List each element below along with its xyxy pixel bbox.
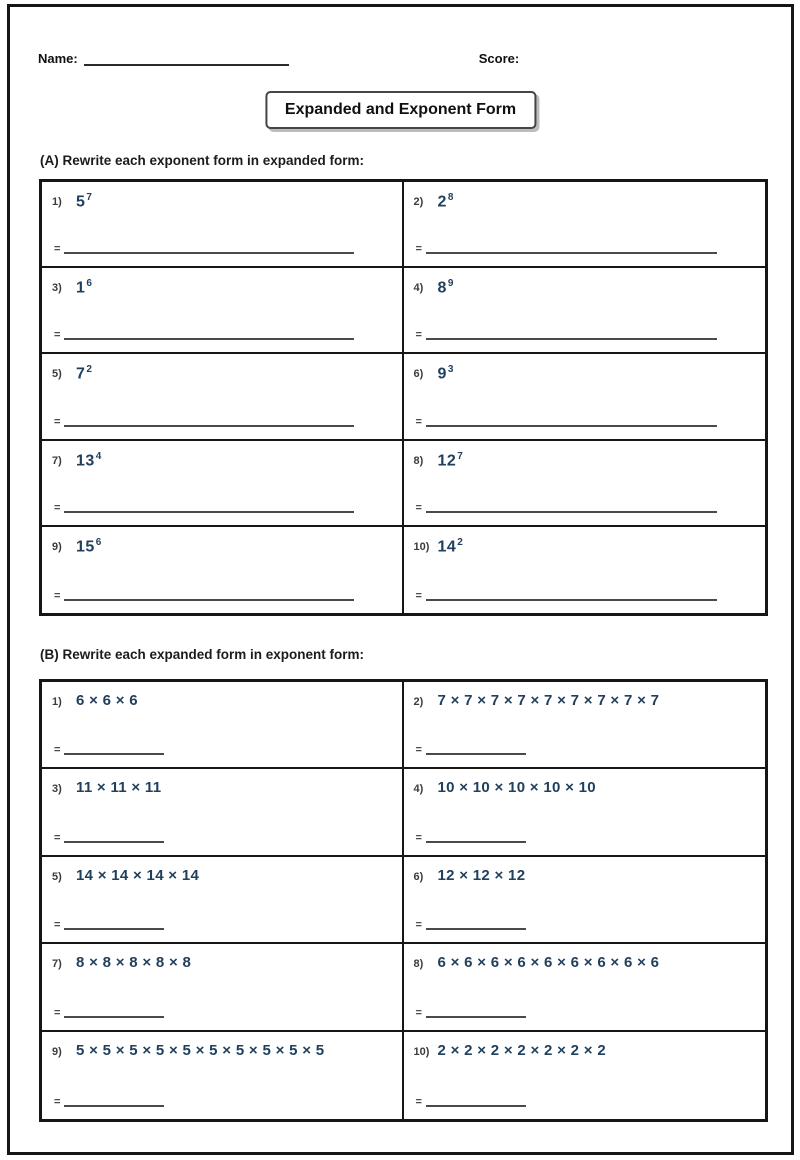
problem-cell-a2	[404, 182, 766, 268]
answer-blank[interactable]	[64, 920, 164, 930]
problem-number: 6)	[413, 870, 424, 883]
answer-blank[interactable]	[426, 417, 717, 427]
problem-expression: $2^8$	[437, 192, 454, 211]
answer-blank[interactable]	[426, 1008, 526, 1018]
answer-blank[interactable]	[64, 417, 353, 427]
worksheet-title: Expanded and Exponent Form	[265, 91, 536, 129]
equals-sign: =	[415, 329, 422, 342]
equals-sign: =	[54, 831, 61, 844]
section-b-heading: (B) Rewrite each expanded form in exponent form:	[40, 647, 365, 662]
problem-number: 10)	[413, 1045, 430, 1058]
problem-cell-a8	[404, 441, 766, 527]
exponent: 6	[95, 536, 102, 548]
answer-blank[interactable]	[64, 745, 164, 755]
problem-cell-b1	[42, 682, 404, 769]
answer-blank[interactable]	[64, 244, 353, 254]
problem-expression: 5 × 5 × 5 × 5 × 5 × 5 × 5 × 5 × 5 × 5	[76, 1041, 325, 1059]
equals-sign: =	[415, 1096, 422, 1108]
answer-blank[interactable]	[426, 1097, 526, 1107]
problem-number: 9)	[52, 540, 62, 553]
problem-expression: 14 × 14 × 14 × 14	[76, 866, 200, 884]
equals-sign: =	[415, 589, 422, 602]
problem-cell-a3	[42, 268, 404, 354]
equals-sign: =	[54, 501, 61, 514]
equals-sign: =	[54, 243, 61, 256]
exponent: 9	[447, 278, 454, 290]
name-blank-line[interactable]	[84, 52, 289, 66]
problem-number: 7)	[52, 958, 62, 971]
answer-blank[interactable]	[64, 591, 353, 601]
problem-expression: $15^6$	[76, 536, 102, 556]
problem-expression: $8^9$	[437, 278, 454, 297]
exponent: 8	[447, 192, 454, 203]
problem-number: 9)	[52, 1045, 62, 1058]
problem-cell-a5	[42, 354, 404, 440]
problem-cell-b9	[42, 1032, 404, 1119]
equals-sign: =	[54, 589, 61, 602]
problem-cell-a1	[42, 182, 404, 268]
problem-number: 3)	[52, 282, 62, 295]
problem-number: 7)	[52, 454, 62, 467]
problem-cell-b7	[42, 944, 404, 1031]
equals-sign: =	[54, 329, 61, 342]
answer-blank[interactable]	[426, 244, 717, 254]
answer-blank[interactable]	[426, 330, 717, 340]
problem-expression: 11 × 11 × 11	[76, 779, 162, 797]
problem-number: 8)	[413, 958, 424, 971]
problem-expression: $7^2$	[76, 364, 93, 383]
problem-cell-b10	[404, 1032, 766, 1119]
exponent: 2	[457, 536, 464, 548]
problem-expression: 6 × 6 × 6 × 6 × 6 × 6 × 6 × 6 × 6	[437, 954, 660, 972]
exponent: 3	[447, 364, 454, 376]
problem-cell-b6	[404, 857, 766, 944]
problem-cell-a9	[42, 527, 404, 613]
problem-expression: $13^4$	[76, 450, 102, 469]
exponent: 7	[457, 450, 464, 462]
equals-sign: =	[415, 501, 422, 514]
name-label: Name:	[38, 51, 78, 66]
answer-blank[interactable]	[64, 833, 164, 843]
problem-expression: 6 × 6 × 6	[76, 692, 138, 709]
exponent: 6	[86, 278, 93, 290]
score-label: Score:	[478, 51, 520, 66]
equals-sign: =	[415, 415, 422, 428]
answer-blank[interactable]	[426, 591, 717, 601]
problem-cell-a4	[404, 268, 766, 354]
header-row	[38, 51, 761, 66]
problem-expression: $12^7$	[437, 450, 464, 469]
exponent: 4	[95, 450, 102, 462]
problem-number: 8)	[413, 454, 424, 467]
answer-blank[interactable]	[64, 330, 353, 340]
problem-number: 10)	[413, 540, 430, 553]
problem-expression: 12 × 12 × 12	[437, 866, 526, 884]
exponent: 7	[86, 192, 93, 203]
problem-cell-b5	[42, 857, 404, 944]
problem-expression: $1^6$	[76, 278, 93, 297]
answer-blank[interactable]	[426, 745, 526, 755]
problem-cell-a6	[404, 354, 766, 440]
problem-number: 4)	[413, 783, 424, 796]
equals-sign: =	[54, 744, 61, 757]
problem-cell-a10	[404, 527, 766, 613]
problem-expression: 10 × 10 × 10 × 10 × 10	[437, 779, 596, 797]
equals-sign: =	[54, 919, 61, 932]
problem-cell-b4	[404, 769, 766, 856]
answer-blank[interactable]	[64, 503, 353, 513]
problem-expression: 7 × 7 × 7 × 7 × 7 × 7 × 7 × 7 × 7	[437, 692, 660, 709]
problem-number: 6)	[413, 368, 424, 381]
problem-cell-b2	[404, 682, 766, 769]
equals-sign: =	[415, 744, 422, 757]
equals-sign: =	[415, 1006, 422, 1019]
answer-blank[interactable]	[64, 1008, 164, 1018]
problem-expression: 2 × 2 × 2 × 2 × 2 × 2 × 2	[437, 1041, 606, 1059]
page-border-frame	[7, 4, 794, 1155]
equals-sign: =	[415, 919, 422, 932]
problem-number: 5)	[52, 870, 62, 883]
problem-number: 1)	[52, 696, 62, 708]
problem-expression: $14^2$	[437, 536, 464, 556]
answer-blank[interactable]	[426, 503, 717, 513]
section-a-heading: (A) Rewrite each exponent form in expanded form:	[40, 153, 365, 168]
problem-cell-a7	[42, 441, 404, 527]
problem-number: 5)	[52, 368, 62, 381]
equals-sign: =	[54, 1096, 61, 1108]
exponent: 2	[86, 364, 93, 376]
problem-cell-b3	[42, 769, 404, 856]
problem-expression: $5^7$	[76, 192, 93, 211]
problem-number: 4)	[413, 282, 424, 295]
answer-blank[interactable]	[426, 920, 526, 930]
problem-number: 2)	[413, 196, 424, 208]
equals-sign: =	[54, 415, 61, 428]
problem-expression: $9^3$	[437, 364, 454, 383]
problem-expression: 8 × 8 × 8 × 8 × 8	[76, 954, 192, 972]
problem-number: 1)	[52, 196, 62, 208]
answer-blank[interactable]	[64, 1097, 164, 1107]
equals-sign: =	[54, 1006, 61, 1019]
problem-number: 3)	[52, 783, 62, 796]
equals-sign: =	[415, 831, 422, 844]
section-a-table	[39, 179, 768, 616]
section-b-table	[39, 679, 768, 1122]
problem-number: 2)	[413, 696, 424, 708]
answer-blank[interactable]	[426, 833, 526, 843]
problem-cell-b8	[404, 944, 766, 1031]
equals-sign: =	[415, 243, 422, 256]
